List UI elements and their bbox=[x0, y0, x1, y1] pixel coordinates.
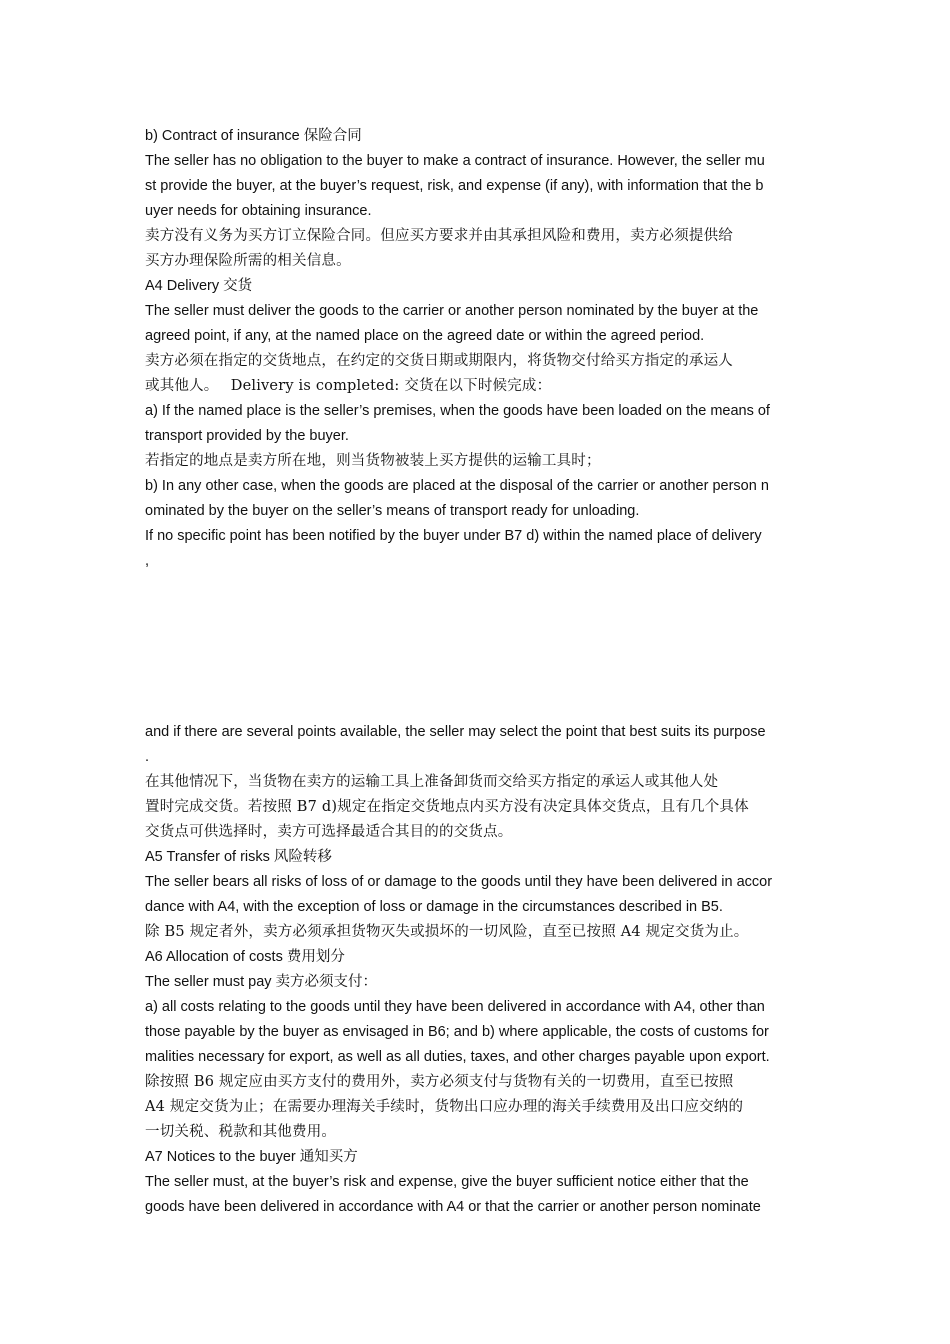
text-line: b) Contract of insurance 保险合同 bbox=[145, 128, 362, 144]
text-block-lower bbox=[145, 720, 810, 1220]
text-line: ominated by the buyer on the seller’s means of transport ready for unloading. bbox=[145, 503, 640, 519]
text-line: a) If the named place is the seller’s premises, when the goods have been loaded on the means of bbox=[145, 403, 770, 419]
text-line: The seller has no obligation to the buyer to make a contract of insurance. However, the seller mu bbox=[145, 153, 765, 169]
section-heading: A6 Allocation of costs 费用划分 bbox=[145, 949, 345, 965]
section-heading: A5 Transfer of risks 风险转移 bbox=[145, 849, 332, 865]
text-line: and if there are several points available, the seller may select the point that best suits its purpose bbox=[145, 724, 766, 740]
text-line: 在其他情况下，当货物在卖方的运输工具上准备卸货而交给买方指定的承运人或其他人处 bbox=[145, 774, 719, 790]
text-line: The seller must deliver the goods to the carrier or another person nominated by the buyer at the bbox=[145, 303, 759, 319]
text-line: agreed point, if any, at the named place on the agreed date or within the agreed period. bbox=[145, 328, 705, 344]
text-line: dance with A4, with the exception of loss or damage in the circumstances described in B5. bbox=[145, 899, 723, 915]
text-line: 置时完成交货。若按照 B7 d)规定在指定交货地点内买方没有决定具体交货点，且有几个具体 bbox=[145, 799, 749, 815]
text-line: 若指定的地点是卖方所在地，则当货物被装上买方提供的运输工具时； bbox=[145, 453, 601, 469]
text-line: , bbox=[145, 553, 150, 569]
text-line: 买方办理保险所需的相关信息。 bbox=[145, 253, 351, 269]
text-line: a) all costs relating to the goods until they have been delivered in accordance with A4, other than bbox=[145, 999, 765, 1015]
text-line: 交货点可供选择时，卖方可选择最适合其目的的交货点。 bbox=[145, 824, 513, 840]
text-line: b) In any other case, when the goods are placed at the disposal of the carrier or another person n bbox=[145, 478, 769, 494]
text-line: 卖方没有义务为买方订立保险合同。但应买方要求并由其承担风险和费用，卖方必须提供给 bbox=[145, 228, 733, 244]
text-line: A4 规定交货为止；在需要办理海关手续时，货物出口应办理的海关手续费用及出口应交纳的 bbox=[145, 1099, 744, 1115]
text-line: 卖方必须在指定的交货地点，在约定的交货日期或期限内，将货物交付给买方指定的承运人 bbox=[145, 353, 733, 369]
text-line: those payable by the buyer as envisaged in B6; and b) where applicable, the costs of customs for bbox=[145, 1024, 769, 1040]
section-heading: A4 Delivery 交货 bbox=[145, 278, 253, 294]
text-line: 一切关税、税款和其他费用。 bbox=[145, 1124, 337, 1140]
text-block-upper bbox=[145, 124, 810, 574]
text-line: If no specific point has been notified by the buyer under B7 d) within the named place of delivery bbox=[145, 528, 762, 544]
text-line: The seller must, at the buyer’s risk and expense, give the buyer sufficient notice either that the bbox=[145, 1174, 749, 1190]
text-line: st provide the buyer, at the buyer’s request, risk, and expense (if any), with information that the b bbox=[145, 178, 764, 194]
section-heading: A7 Notices to the buyer 通知买方 bbox=[145, 1149, 358, 1165]
text-line: The seller bears all risks of loss of or damage to the goods until they have been delivered in accor bbox=[145, 874, 773, 890]
text-line: The seller must pay 卖方必须支付： bbox=[145, 974, 378, 990]
text-line: 除按照 B6 规定应由买方支付的费用外，卖方必须支付与货物有关的一切费用，直至已按照 bbox=[145, 1074, 734, 1090]
text-line: 除 B5 规定者外，卖方必须承担货物灭失或损坏的一切风险，直至已按照 A4 规定交货为止。 bbox=[145, 924, 749, 940]
text-line: 或其他人。 Delivery is completed: 交货在以下时候完成： bbox=[145, 378, 552, 394]
text-line: malities necessary for export, as well as all duties, taxes, and other charges payable upon export. bbox=[145, 1049, 770, 1065]
text-line: . bbox=[145, 749, 150, 765]
text-line: transport provided by the buyer. bbox=[145, 428, 349, 444]
text-line: goods have been delivered in accordance with A4 or that the carrier or another person nominate bbox=[145, 1199, 761, 1215]
text-line: uyer needs for obtaining insurance. bbox=[145, 203, 372, 219]
